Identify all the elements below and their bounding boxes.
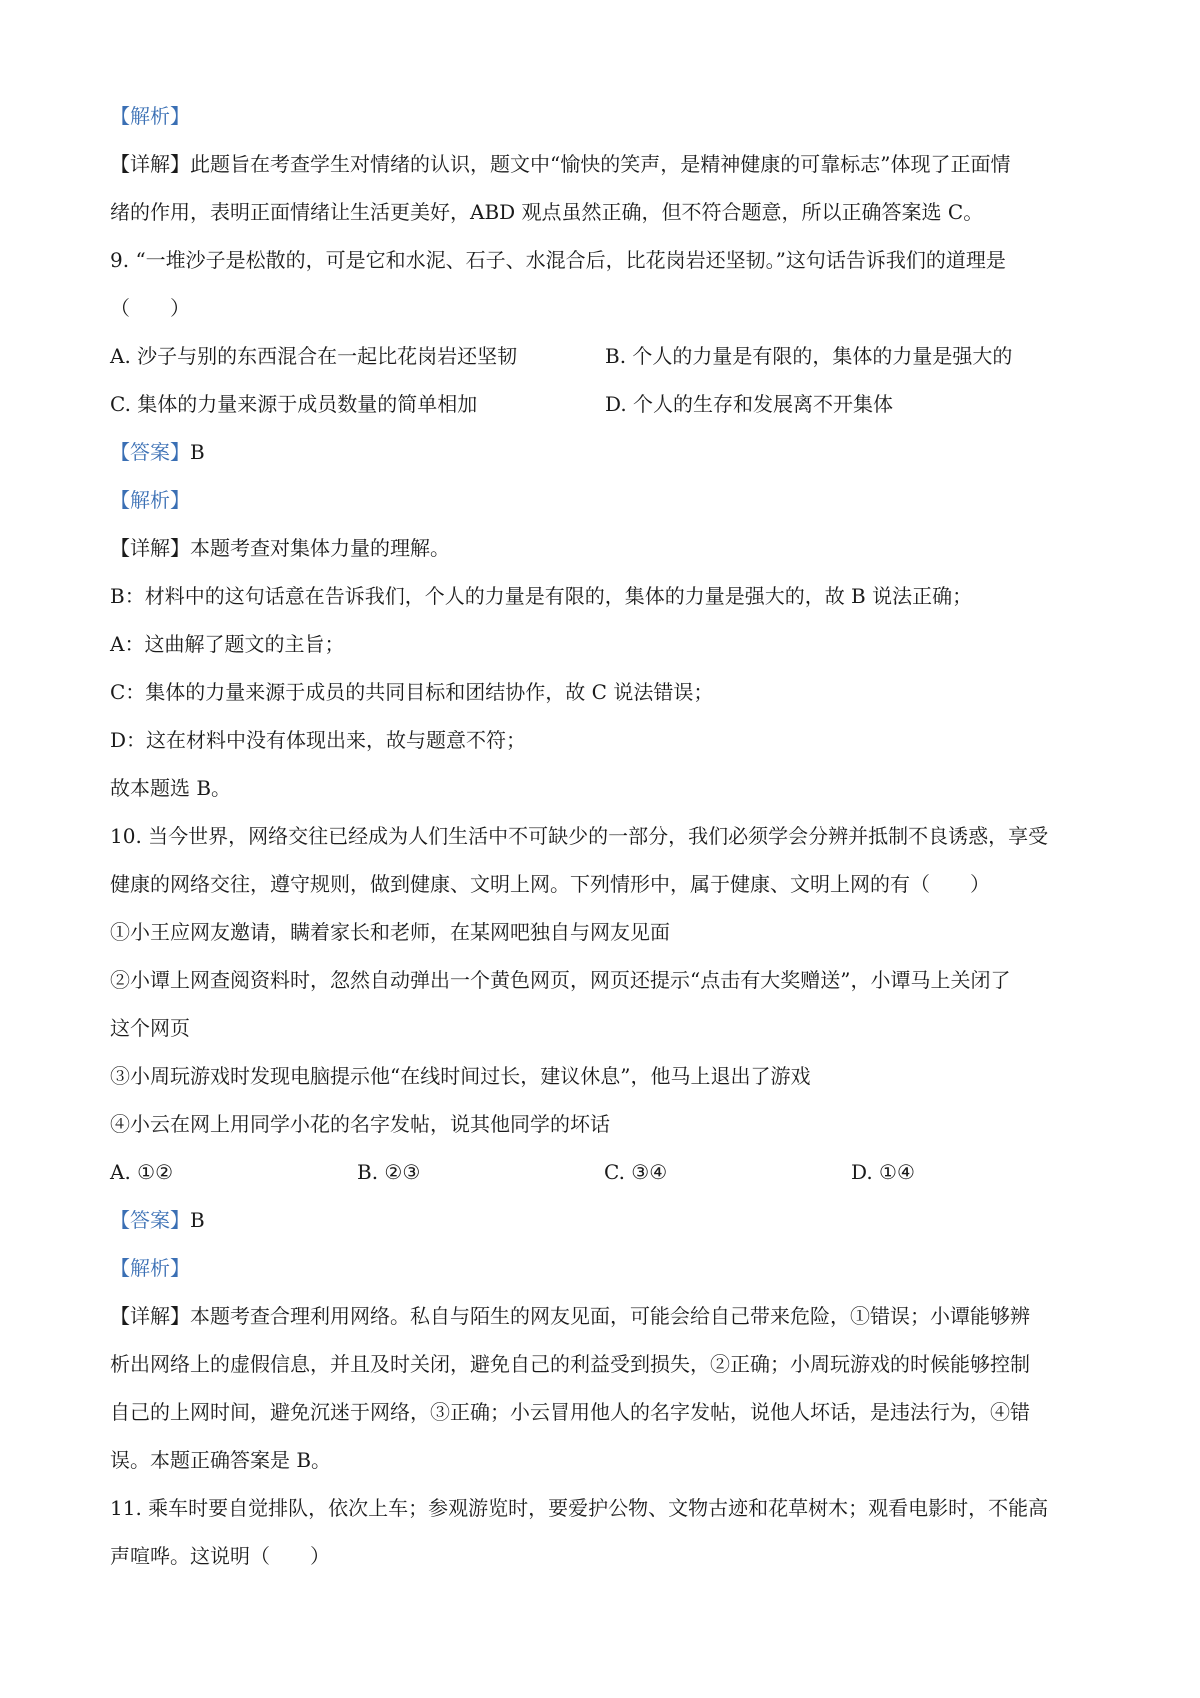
q10-detail-line: [110, 1292, 1100, 1340]
q9-answer: [110, 428, 1100, 476]
q10-analysis-heading: [110, 1244, 1100, 1292]
q10-statement-3: ③小周玩游戏时发现电脑提示他“在线时间过长，建议休息”，他马上退出了游戏: [110, 1064, 811, 1088]
q9-analysis-heading: [110, 476, 1100, 524]
q10-option-c: C. ③④: [604, 1160, 668, 1184]
q9-options-row: [110, 380, 1100, 428]
detail-text: 本题考查对集体力量的理解。: [190, 536, 450, 560]
detail-tag: 【详解】: [110, 152, 190, 176]
document-page: [110, 92, 1100, 1580]
detail-tag: 【详解】: [110, 1304, 190, 1328]
q10-stem-line: 10. 当今世界，网络交往已经成为人们生活中不可缺少的一部分，我们必须学会分辨并抵制不良诱惑，享受: [110, 824, 1049, 848]
detail-text: 此题旨在考查学生对情绪的认识，题文中“愉快的笑声，是精神健康的可靠标志”体现了正面情: [190, 152, 1011, 176]
q8-detail-line: 绪的作用，表明正面情绪让生活更美好，ABD 观点虽然正确，但不符合题意，所以正确答案选 C。: [110, 200, 984, 224]
q9-option-d: D. 个人的生存和发展离不开集体: [605, 392, 894, 416]
q9-option-c: C. 集体的力量来源于成员数量的简单相加: [110, 392, 478, 416]
q10-option-a: A. ①②: [110, 1160, 174, 1184]
answer-tag: 【答案】: [110, 1208, 190, 1232]
q10-stem-line: 健康的网络交往，遵守规则，做到健康、文明上网。下列情形中，属于健康、文明上网的有（ ）: [110, 872, 990, 896]
q10-answer: [110, 1196, 1100, 1244]
q9-options-row: [110, 332, 1100, 380]
q10-detail-line: 析出网络上的虚假信息，并且及时关闭，避免自己的利益受到损失，②正确；小周玩游戏的时候能够控制: [110, 1352, 1030, 1376]
q9-stem-line: （ ）: [110, 296, 190, 320]
q10-statement-1: ①小王应网友邀请，瞒着家长和老师，在某网吧独自与网友见面: [110, 920, 670, 944]
q11-stem-line: 声喧哗。这说明（ ）: [110, 1544, 330, 1568]
q10-statement-2-cont: 这个网页: [110, 1016, 190, 1040]
analysis-tag: 【解析】: [110, 1256, 190, 1280]
q8-analysis-heading: [110, 92, 1100, 140]
answer-value: B: [190, 440, 205, 464]
q10-option-b: B. ②③: [357, 1160, 421, 1184]
q11-stem-line: 11. 乘车时要自觉排队，依次上车；参观游览时，要爱护公物、文物古迹和花草树木；观看电影时，不能高: [110, 1496, 1049, 1520]
q10-options-row: [110, 1148, 1100, 1196]
q10-statement-2: ②小谭上网查阅资料时，忽然自动弹出一个黄色网页，网页还提示“点击有大奖赠送”，小谭马上关闭了: [110, 968, 1011, 992]
q10-detail-line: 自己的上网时间，避免沉迷于网络，③正确；小云冒用他人的名字发帖，说他人坏话，是违法行为，④错: [110, 1400, 1030, 1424]
q10-detail-line: 误。本题正确答案是 B。: [110, 1448, 332, 1472]
q9-option-b: B. 个人的力量是有限的，集体的力量是强大的: [605, 344, 1013, 368]
q8-detail-line: [110, 140, 1100, 188]
q9-detail-line: 故本题选 B。: [110, 776, 232, 800]
q9-detail-line: [110, 524, 1100, 572]
q10-statement-4: ④小云在网上用同学小花的名字发帖，说其他同学的坏话: [110, 1112, 610, 1136]
q9-detail-line: A：这曲解了题文的主旨；: [110, 632, 345, 656]
answer-value: B: [190, 1208, 205, 1232]
analysis-tag: 【解析】: [110, 488, 190, 512]
detail-tag: 【详解】: [110, 536, 190, 560]
q9-option-a: A. 沙子与别的东西混合在一起比花岗岩还坚韧: [110, 344, 518, 368]
q9-detail-line: B：材料中的这句话意在告诉我们，个人的力量是有限的，集体的力量是强大的，故 B 说法正确；: [110, 584, 973, 608]
q9-stem-line: 9. “一堆沙子是松散的，可是它和水泥、石子、水混合后，比花岗岩还坚韧。”这句话告诉我们的道理是: [110, 248, 1006, 272]
q10-option-d: D. ①④: [851, 1160, 915, 1184]
q9-detail-line: D：这在材料中没有体现出来，故与题意不符；: [110, 728, 527, 752]
analysis-tag: 【解析】: [110, 104, 190, 128]
q9-detail-line: C：集体的力量来源于成员的共同目标和团结协作，故 C 说法错误；: [110, 680, 714, 704]
detail-text: 本题考查合理利用网络。私自与陌生的网友见面，可能会给自己带来危险，①错误；小谭能够辨: [190, 1304, 1030, 1328]
answer-tag: 【答案】: [110, 440, 190, 464]
